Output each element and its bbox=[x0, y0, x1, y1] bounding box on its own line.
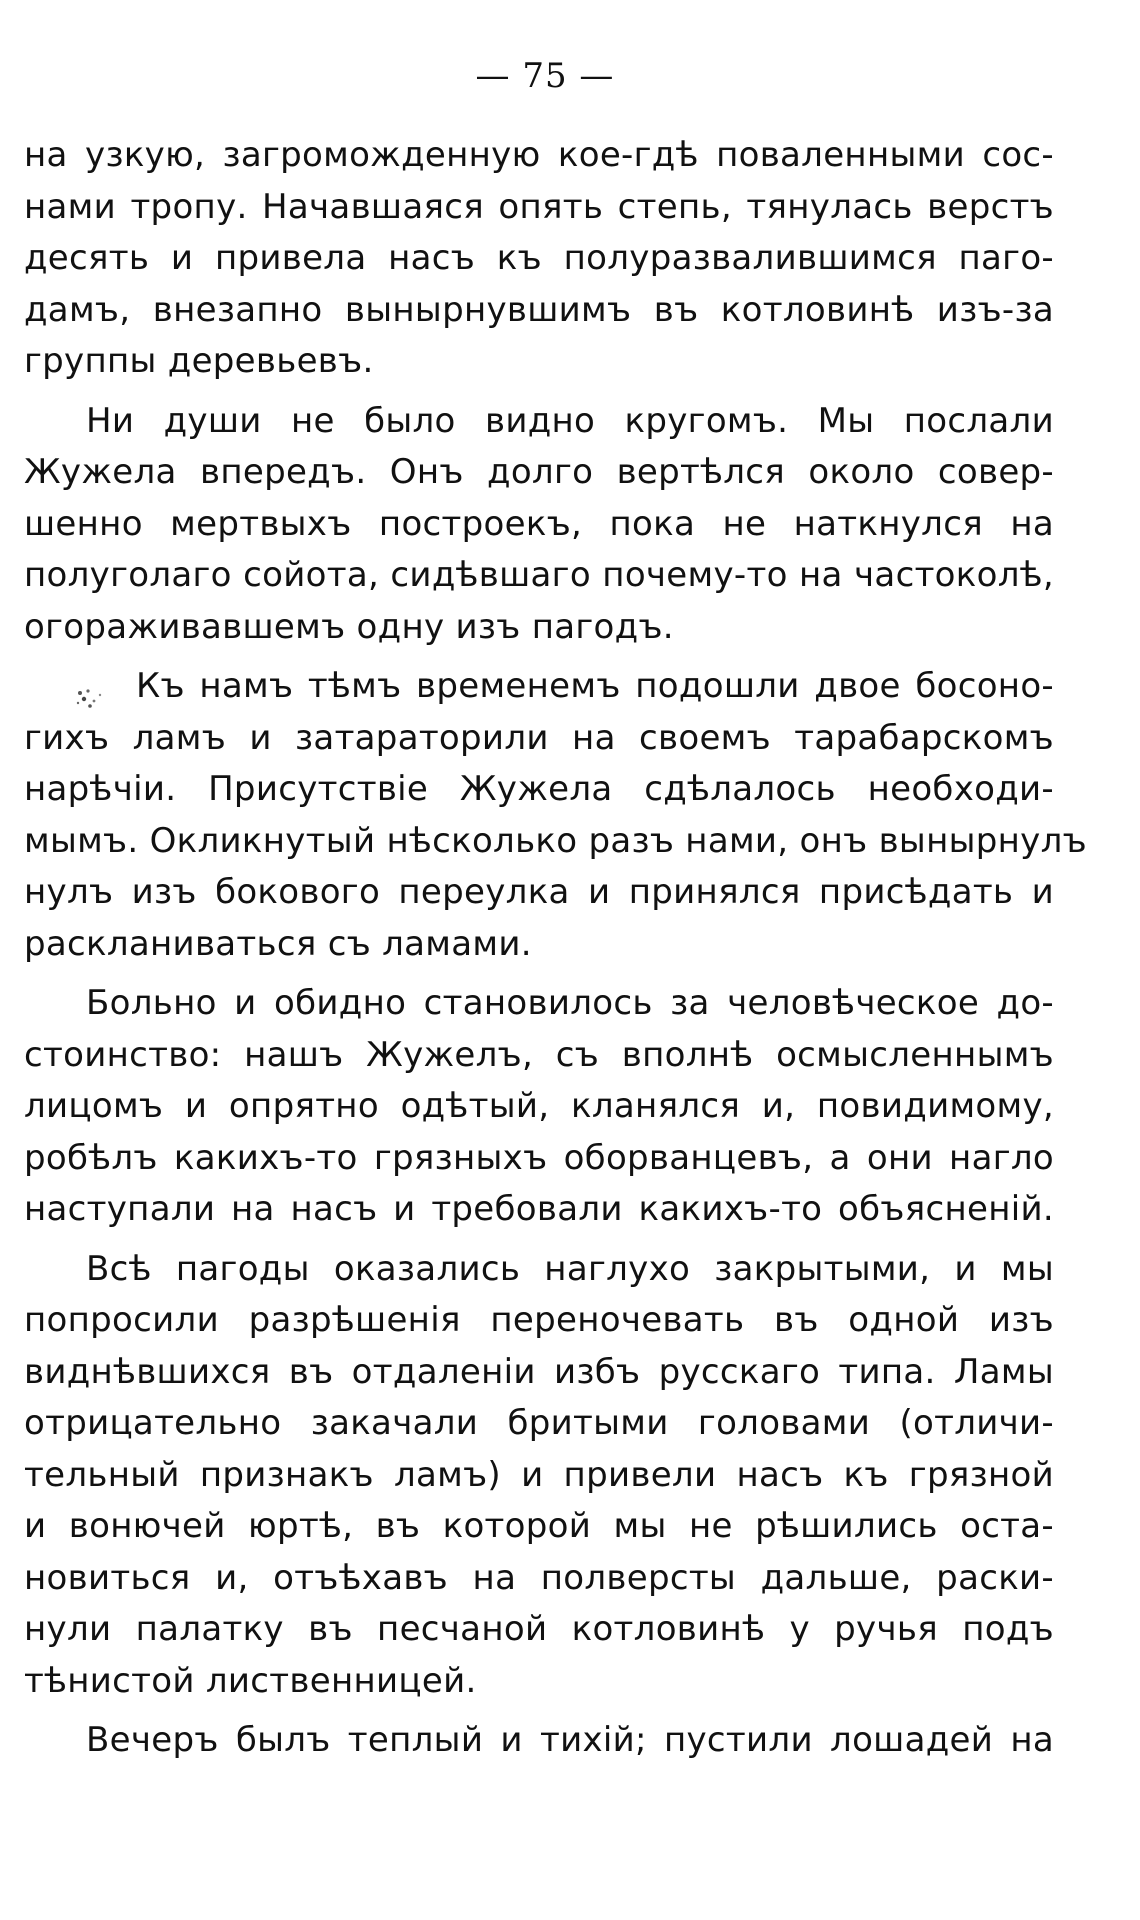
text-line bbox=[24, 661, 1054, 713]
paragraph bbox=[24, 661, 1087, 970]
text-line: на узкую, загроможденную кое-гдѣ поваленными сос- bbox=[24, 135, 1054, 175]
body-text bbox=[24, 130, 1087, 1775]
text-line: огораживавшемъ одну изъ пагодъ. bbox=[24, 606, 674, 647]
text-line: нарѣчіи. Присутствіе Жужела сдѣлалось необходи- bbox=[24, 769, 1054, 809]
text-line: новиться и, отъѣхавъ на полверсты дальше, раски- bbox=[24, 1557, 1054, 1598]
paragraph bbox=[24, 1244, 1054, 1708]
text-line: нами тропу. Начавшаяся опять степь, тянулась верстъ bbox=[24, 186, 1054, 227]
text-line: тельный признакъ ламъ) и привели насъ къ грязной bbox=[24, 1454, 1054, 1495]
paragraph bbox=[24, 978, 1054, 1236]
text-line: дамъ, внезапно вынырнувшимъ въ котловинѣ изъ-за bbox=[24, 289, 1054, 330]
paragraph bbox=[24, 130, 1054, 388]
text-line: отрицательно закачали бритыми головами (отличи- bbox=[24, 1403, 1054, 1443]
text-line: нули палатку въ песчаной котловинѣ у ручья подъ bbox=[24, 1609, 1054, 1649]
text-line: Вечеръ былъ теплый и тихій; пустили лошадей на bbox=[86, 1720, 1054, 1760]
page-number: — 75 — bbox=[475, 56, 615, 96]
text-line: десять и привела насъ къ полуразвалившимся паго- bbox=[24, 238, 1054, 278]
text-line: робѣлъ какихъ-то грязныхъ оборванцевъ, а они нагло bbox=[24, 1137, 1054, 1178]
text-line: Ни души не было видно кругомъ. Мы послали bbox=[86, 400, 1054, 441]
text-line: и вонючей юртѣ, въ которой мы не рѣшились оста- bbox=[24, 1506, 1054, 1546]
text-line: тѣнистой лиственницей. bbox=[24, 1660, 477, 1701]
paragraph bbox=[24, 1715, 1054, 1767]
text-line: попросили разрѣшенія переночевать въ одной изъ bbox=[24, 1300, 1054, 1340]
paragraph bbox=[24, 396, 1054, 654]
text-line: полуголаго сойота, сидѣвшаго почему-то на частоколѣ, bbox=[24, 555, 1054, 595]
text-line: стоинство: нашъ Жужелъ, съ вполнѣ осмысленнымъ bbox=[24, 1034, 1054, 1075]
text-line: наступали на насъ и требовали какихъ-то объясненій. bbox=[24, 1189, 1054, 1229]
text-line: мымъ. Окликнутый нѣсколько разъ нами, онъ вынырнулъ bbox=[24, 820, 1087, 861]
text-line: Всѣ пагоды оказались наглухо закрытыми, и мы bbox=[86, 1248, 1054, 1289]
text-line: нулъ изъ бокового переулка и принялся присѣдать и bbox=[24, 872, 1054, 912]
text-line-content: Къ намъ тѣмъ временемъ подошли двое босоно- bbox=[136, 666, 1054, 706]
text-line: гихъ ламъ и затараторили на своемъ тарабарскомъ bbox=[24, 717, 1054, 758]
text-line: группы деревьевъ. bbox=[24, 341, 374, 381]
text-line: Жужела впередъ. Онъ долго вертѣлся около совер- bbox=[24, 452, 1054, 492]
text-line: лицомъ и опрятно одѣтый, кланялся и, повидимому, bbox=[24, 1086, 1054, 1126]
text-line: раскланиваться съ ламами. bbox=[24, 923, 532, 964]
text-line: Больно и обидно становилось за человѣческое до- bbox=[86, 983, 1054, 1023]
text-line: виднѣвшихся въ отдаленіи избъ русскаго типа. Ламы bbox=[24, 1351, 1054, 1392]
ink-smudge bbox=[74, 675, 108, 701]
text-line: шенно мертвыхъ построекъ, пока не наткнулся на bbox=[24, 503, 1054, 544]
